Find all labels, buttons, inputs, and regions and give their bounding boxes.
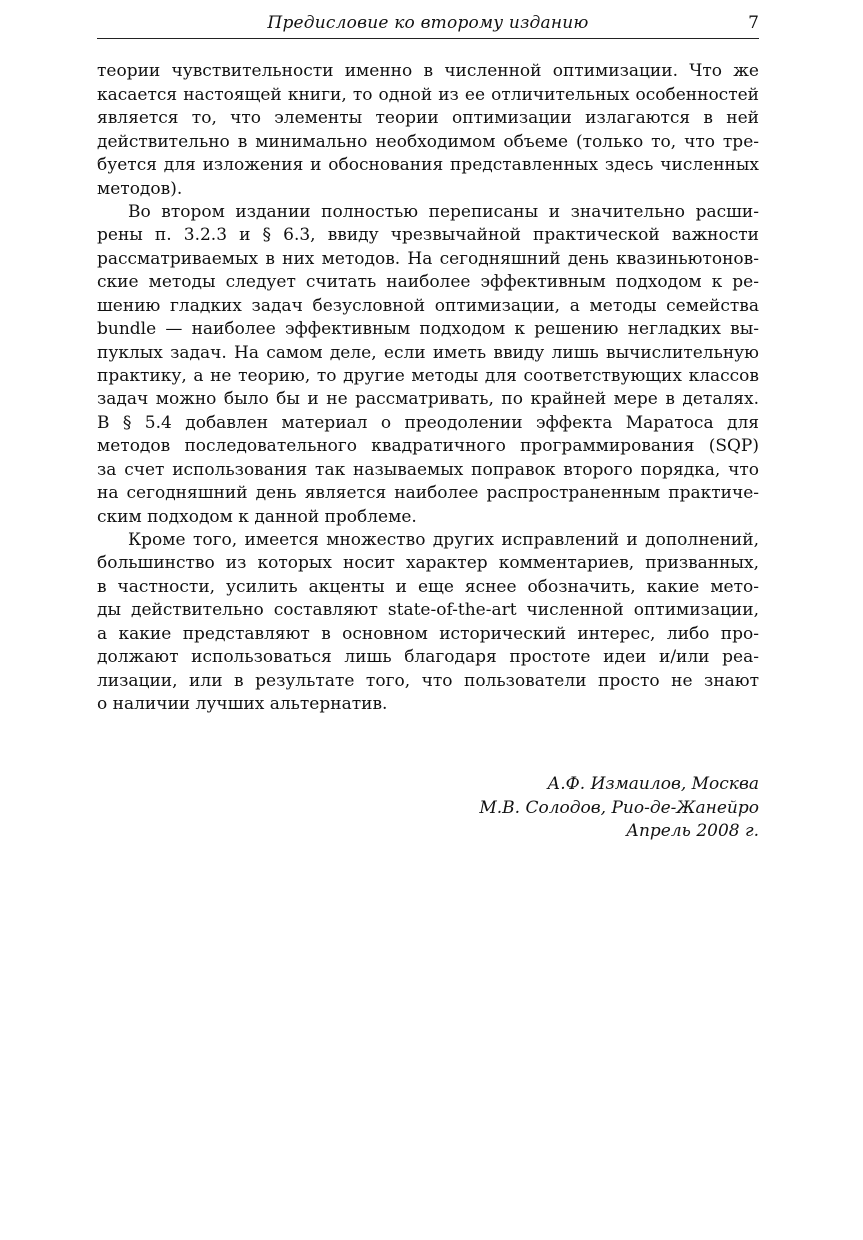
page-number: 7	[748, 13, 759, 33]
text-line: методов последовательного квадратичного программирования (SQP)	[97, 436, 759, 456]
text-line: о наличии лучших альтернатив.	[97, 694, 388, 714]
running-head	[97, 12, 759, 39]
text-line: практику, а не теорию, то другие методы для соответствующих классов	[97, 366, 759, 386]
text-line: в частности, усилить акценты и еще яснее обозначить, какие мето-	[97, 577, 759, 597]
text-line: на сегодняшний день является наиболее распространенным практиче-	[97, 483, 759, 503]
text-line: В § 5.4 добавлен материал о преодолении эффекта Маратоса для	[97, 413, 759, 433]
text-line: методов).	[97, 179, 183, 199]
text-line: а какие представляют в основном исторический интерес, либо про-	[97, 624, 759, 644]
text-line: лизации, или в результате того, что пользователи просто не знают	[97, 671, 759, 691]
text-line: ским подходом к данной проблеме.	[97, 507, 417, 527]
text-line: ды действительно составляют state-of-the-art численной оптимизации,	[97, 600, 759, 620]
text-line: действительно в минимально необходимом объеме (только то, что тре-	[97, 132, 759, 152]
signature-date: Апрель 2008 г.	[626, 821, 759, 841]
text-line: bundle — наиболее эффективным подходом к решению негладких вы-	[97, 319, 759, 339]
text-line: пуклых задач. На самом деле, если иметь ввиду лишь вычислительную	[97, 343, 759, 363]
text-line: буется для изложения и обоснования представленных здесь численных	[97, 155, 759, 175]
text-line: большинство из которых носит характер комментариев, призванных,	[97, 553, 759, 573]
text-line: должают использоваться лишь благодаря простоте идеи и/или реа-	[97, 647, 759, 667]
text-line: касается настоящей книги, то одной из ее отличительных особенностей	[97, 85, 759, 105]
text-line: является то, что элементы теории оптимизации излагаются в ней	[97, 108, 759, 128]
text-line: ские методы следует считать наиболее эффективным подходом к ре-	[97, 272, 759, 292]
text-line: за счет использования так называемых поправок второго порядка, что	[97, 460, 759, 480]
text-line: задач можно было бы и не рассматривать, по крайней мере в деталях.	[97, 389, 759, 409]
text-line: Кроме того, имеется множество других исправлений и дополнений,	[128, 530, 759, 550]
text-line: Во втором издании полностью переписаны и значительно расши-	[128, 202, 759, 222]
text-line: рассматриваемых в них методов. На сегодняшний день квазиньютонов-	[97, 249, 759, 269]
signature-line: М.В. Солодов, Рио-де-Жанейро	[479, 798, 759, 818]
text-line: теории чувствительности именно в численной оптимизации. Что же	[97, 61, 759, 81]
text-line: шению гладких задач безусловной оптимизации, а методы семейства	[97, 296, 759, 316]
text-line: рены п. 3.2.3 и § 6.3, ввиду чрезвычайной практической важности	[97, 225, 759, 245]
running-title: Предисловие ко второму изданию	[267, 13, 589, 33]
signature-line: А.Ф. Измаилов, Москва	[547, 774, 759, 794]
